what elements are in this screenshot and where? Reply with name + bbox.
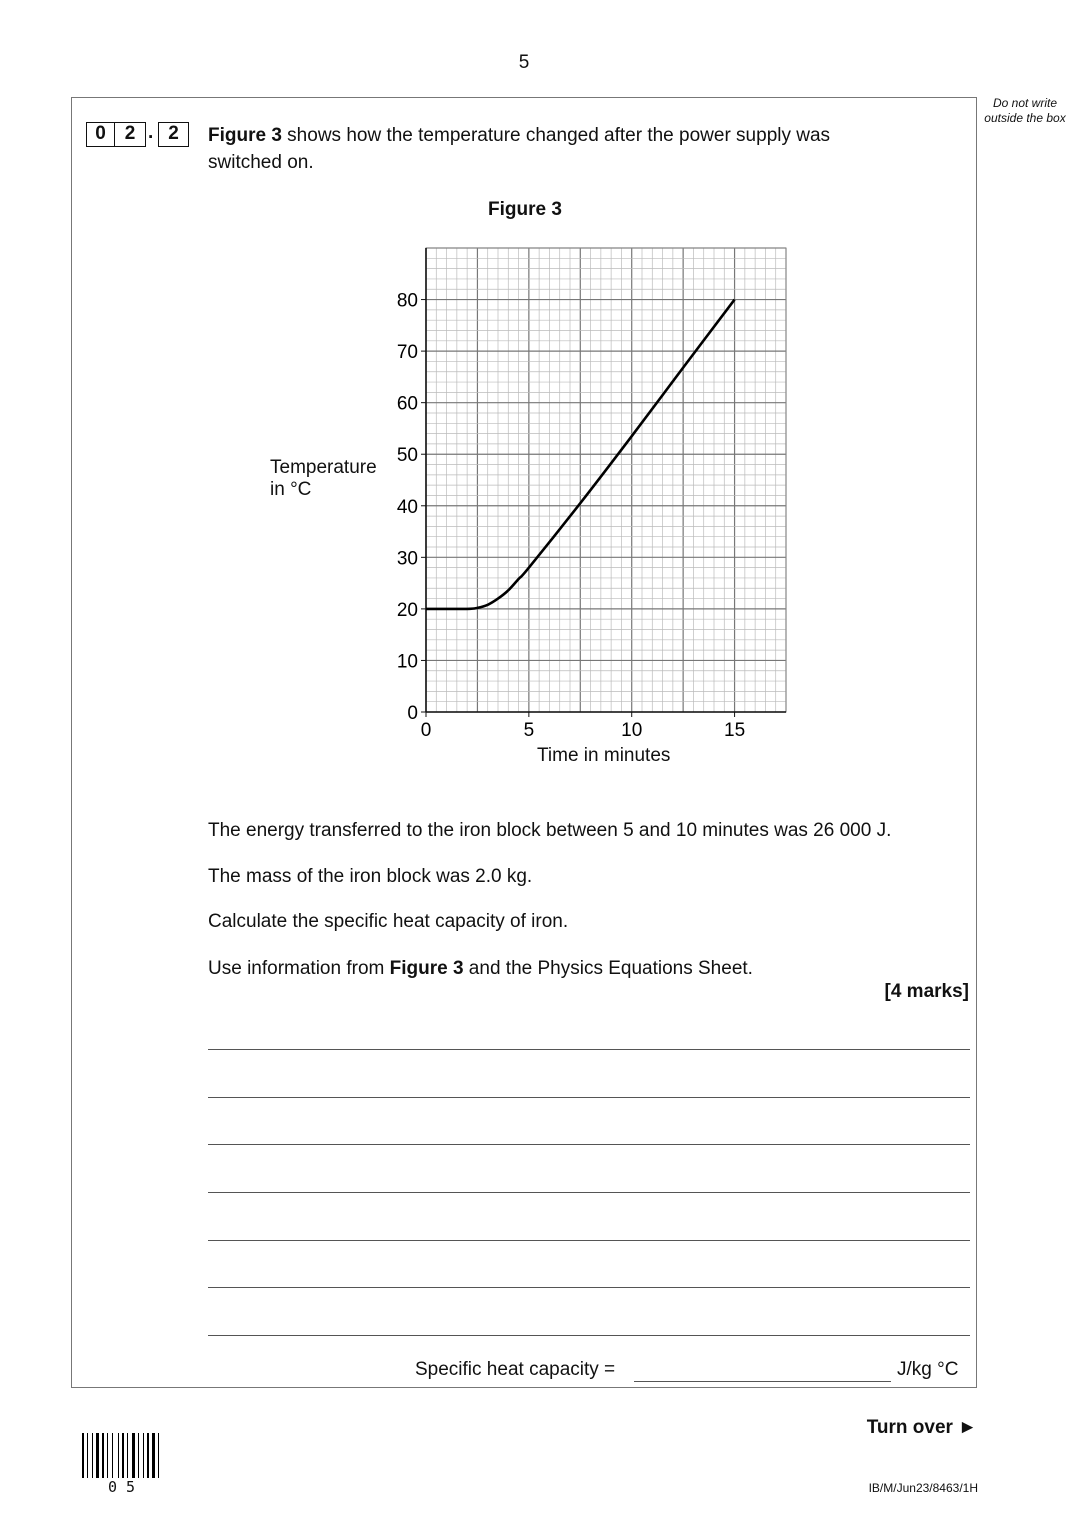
- y-tick-label: 80: [396, 290, 418, 312]
- figure-ref: Figure 3: [208, 125, 282, 146]
- instruction-text: Use information from: [208, 958, 390, 979]
- figure-ref: Figure 3: [389, 958, 464, 979]
- y-tick-label: 0: [407, 703, 418, 724]
- barcode-bar: [158, 1433, 159, 1478]
- energy-statement: The energy transferred to the iron block between 5 and 10 minutes was 26 000 J.: [208, 820, 892, 841]
- figure-title: Figure 3: [488, 199, 562, 220]
- barcode-bar: [92, 1433, 93, 1478]
- x-tick-label: 10: [621, 720, 643, 741]
- barcode-bar: [138, 1433, 139, 1478]
- x-tick-label: 0: [420, 720, 432, 741]
- barcode-bar: [107, 1433, 108, 1478]
- x-tick-label: 15: [724, 720, 746, 741]
- page-number: 5: [518, 52, 530, 73]
- barcode-bar: [143, 1433, 144, 1478]
- y-tick-label: 50: [396, 445, 418, 467]
- answer-line[interactable]: [208, 1097, 970, 1098]
- marks-label: [4 marks]: [884, 981, 969, 1002]
- y-tick-label: 40: [396, 496, 418, 518]
- barcode-bar: [82, 1433, 84, 1478]
- y-tick-label: 60: [396, 393, 418, 415]
- x-tick-label: 5: [523, 720, 535, 741]
- instruction-text: and the Physics Equations Sheet.: [463, 958, 753, 979]
- answer-unit: J/kg °C: [897, 1359, 959, 1380]
- answer-line[interactable]: [208, 1192, 970, 1193]
- barcode-bar: [118, 1433, 119, 1478]
- plot-border: [426, 248, 786, 712]
- intro-line2: switched on.: [208, 152, 314, 173]
- barcode-bar: [127, 1433, 128, 1478]
- barcode-digits: 0 5: [108, 1478, 136, 1496]
- answer-label: Specific heat capacity =: [415, 1359, 616, 1380]
- barcode-bar: [132, 1433, 135, 1478]
- x-axis-label: Time in minutes: [537, 745, 671, 766]
- answer-line[interactable]: [208, 1049, 970, 1050]
- answer-line[interactable]: [208, 1335, 970, 1336]
- barcode-bar: [152, 1433, 155, 1478]
- answer-input-line[interactable]: [634, 1381, 891, 1382]
- intro-text: shows how the temperature changed after the power supply was: [281, 125, 831, 146]
- y-tick-label: 10: [396, 651, 418, 673]
- y-axis-label: [270, 457, 377, 501]
- answer-line[interactable]: [208, 1287, 970, 1288]
- y-tick-label: 30: [396, 548, 418, 570]
- answer-line[interactable]: [208, 1240, 970, 1241]
- barcode-bar: [147, 1433, 149, 1478]
- barcode-bar: [87, 1433, 88, 1478]
- barcode-bar: [122, 1433, 124, 1478]
- y-tick-label: 70: [396, 342, 418, 364]
- margin-note: Do not write outside the box: [984, 96, 1066, 125]
- answer-line[interactable]: [208, 1144, 970, 1145]
- barcode-bar: [112, 1433, 113, 1478]
- question-number-separator: .: [148, 122, 154, 143]
- turn-over: Turn over ►: [866, 1417, 977, 1438]
- question-number-digit: 0: [86, 122, 115, 147]
- barcode-bar: [96, 1433, 99, 1478]
- mass-statement: The mass of the iron block was 2.0 kg.: [208, 866, 533, 887]
- question-number-digit: 2: [158, 122, 189, 147]
- y-axis-label-line: Temperature: [270, 457, 377, 478]
- barcode: [82, 1433, 179, 1478]
- barcode-bar: [102, 1433, 104, 1478]
- question-number-digit: 2: [114, 122, 146, 147]
- instruction: [208, 958, 753, 980]
- paper-code: IB/M/Jun23/8463/1H: [868, 1481, 978, 1495]
- task-statement: Calculate the specific heat capacity of iron.: [208, 911, 569, 932]
- y-axis-label-line: in °C: [270, 479, 312, 500]
- y-tick-label: 20: [396, 599, 418, 621]
